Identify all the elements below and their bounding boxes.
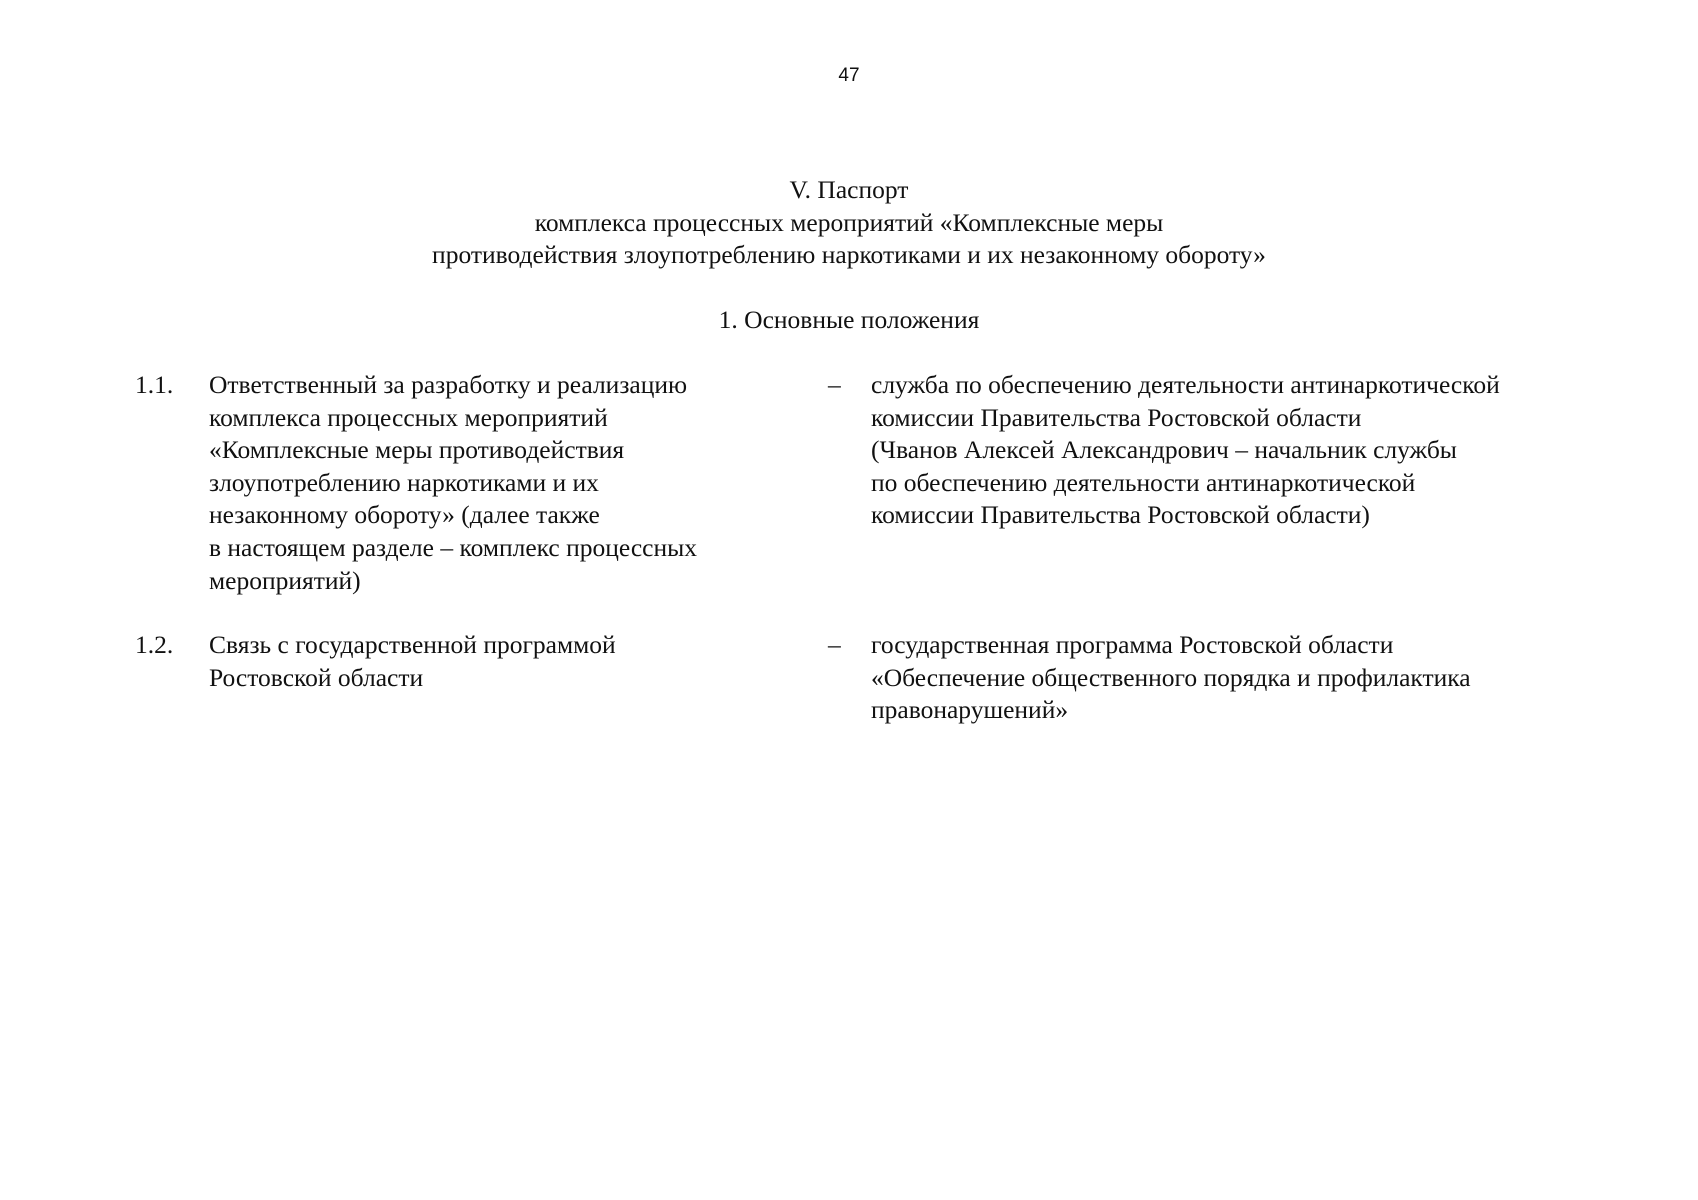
item-value-line: государственная программа Ростовской области — [871, 630, 1394, 659]
page-number: 47 — [838, 65, 860, 86]
item-label — [209, 629, 769, 694]
item-value-line: правонарушений» — [871, 695, 1069, 725]
title-line-2: комплекса процессных мероприятий «Комплексные меры — [534, 207, 1164, 237]
item-label-line: комплекса процессных мероприятий — [209, 402, 608, 432]
item-value — [871, 629, 1671, 727]
item-label-line: в настоящем разделе – комплекс процессных — [209, 532, 698, 562]
item-value-line: по обеспечению деятельности антинаркотической — [871, 467, 1416, 497]
item-value — [871, 369, 1671, 532]
item-number: 1.1. — [135, 370, 174, 399]
item-label-line: Ростовской области — [209, 662, 424, 692]
document-title — [0, 174, 1698, 272]
title-line-1: V. Паспорт — [789, 175, 909, 204]
item-dash: – — [828, 370, 841, 399]
section-heading: 1. Основные положения — [718, 305, 980, 334]
title-line-3: противодействия злоупотреблению наркотиками и их незаконному обороту» — [432, 240, 1266, 269]
item-number: 1.2. — [135, 630, 174, 659]
item-label-line: мероприятий) — [209, 565, 361, 595]
item-label-line: «Комплексные меры противодействия — [209, 435, 625, 465]
item-value-line: комиссии Правительства Ростовской области — [871, 402, 1362, 432]
item-label-line: незаконному обороту» (далее также — [209, 500, 600, 530]
item-value-line: служба по обеспечению деятельности антинаркотической — [871, 370, 1500, 399]
item-label — [209, 369, 769, 597]
item-value-line: (Чванов Алексей Александрович – начальник службы — [871, 435, 1457, 465]
item-label-line: злоупотреблению наркотиками и их — [209, 467, 599, 497]
item-value-line: комиссии Правительства Ростовской области) — [871, 500, 1370, 530]
item-label-line: Ответственный за разработку и реализацию — [209, 370, 688, 399]
item-value-line: «Обеспечение общественного порядка и профилактика — [871, 662, 1471, 692]
item-dash: – — [828, 630, 841, 659]
item-label-line: Связь с государственной программой — [209, 630, 616, 659]
